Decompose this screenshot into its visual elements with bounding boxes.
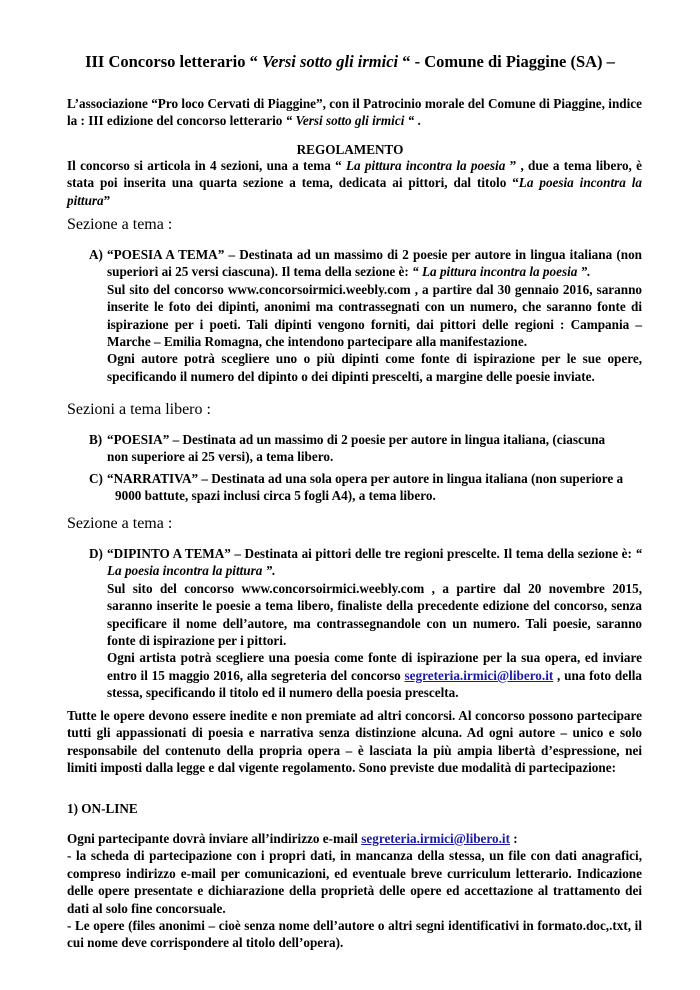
section-d-dipinto-a-tema: “DIPINTO A TEMA” – Destinata ai pittori delle tre regioni prescelte. Il tema della sezione è: “ La poesia incontra la pittura ”. Sul sito del concorso www.concorsoirmici.weebly.com , a partire dal 20 novembre 2015, saranno inserite le poesie a tema libero, finaliste della precedente edizione del concorso, senza specificare il nome dell’autore, ma contrassegnandole con un numero. Tali poesie, saranno fonte di ispirazione per i pittori. Ogni artista potrà scegliere una poesia come fonte di ispirazione per la sua opera, ed inviare entro il 15 maggio 2016, alla segreteria del concorso segreteria.irmici@libero.it , una foto della stessa, specificando il titolo ed il numero della poesia prescelta. [107,546,642,701]
item-marker-d: D) [89,546,103,561]
email-link-online[interactable]: segreteria.irmici@libero.it [361,831,510,846]
general-rules-paragraph: Tutte le opere devono essere inedite e non premiate ad altri concorsi. Al concorso possono partecipare tutti gli appassionati di poesia e narrativa senza distinzione alcuna. Ad ogni autore – unico e solo responsabile del contenuto della propria opera – è lasciata la più ampia libertà d’espressione, nei limiti imposti dalla legge e dal vigente regolamento. Sono previste due modalità di partecipazione: [67,708,642,776]
regolamento-paragraph: Il concorso si articola in 4 sezioni, una a tema “ La pittura incontra la poesia ” , due a tema libero, è stata poi inserita una quarta sezione a tema, dedicata ai pittori, dal titolo “La poesia incontra la pittura” [67,158,643,208]
document-title [0,52,700,72]
section-c-line2: 9000 battute, spazi inclusi circa 5 fogli A4), a tema libero. [115,488,436,503]
online-paragraph: Ogni partecipante dovrà inviare all’indirizzo e-mail segreteria.irmici@libero.it : - la scheda di partecipazione con i propri dati, in mancanza della stessa, un file con dati anagrafici, compreso indirizzo e-mail per comunicazioni, ed eventuale breve curriculum letterario. Indicazione delle opere presentate e dichiarazione della proprietà delle opere ed accettazione al trattamento dei dati al solo fine concorsuale. - Le opere (files anonimi – cioè senza nome dell’autore o altri segni identificativi in formato.doc,.txt, il cui nome deve corrispondere al titolo dell’opera). [67,831,642,951]
online-heading: 1) ON-LINE [67,801,138,816]
email-link-segreteria[interactable]: segreteria.irmici@libero.it [404,667,554,683]
title-italic: Versi sotto gli irmici [257,52,403,71]
section-heading-tema-2: Sezione a tema : [67,515,173,532]
item-marker-c: C) [89,471,103,486]
section-heading-tema-libero: Sezioni a tema libero : [67,401,211,418]
section-heading-tema: Sezione a tema : [67,216,173,233]
item-marker-b: B) [89,432,103,447]
item-marker-a: A) [89,247,103,262]
intro-italic: “ Versi sotto gli irmici “ [285,113,415,129]
section-a-poesia-a-tema: “POESIA A TEMA” – Destinata ad un massimo di 2 poesie per autore in lingua italiana (non superiori ai 25 versi ciascuna). Il tema della sezione è: “ La pittura incontra la poesia ”. Sul sito del concorso www.concorsoirmici.weebly.com , a partire dal 30 gennaio 2016, saranno inserite le foto dei dipinti, anonimi ma contrassegnati con un numero, che saranno fonte di ispirazione per i poeti. Tali dipinti vengono forniti, dai pittori delle regioni : Campania – Marche – Emilia Romagna, che intendono partecipare alla manifestazione. Ogni autore potrà scegliere uno o più dipinti come fonte di ispirazione per le sue opere, specificando il numero del dipinto o dei dipinti prescelti, a margine delle poesie inviate. [107,247,642,384]
regolamento-heading: REGOLAMENTO [296,142,404,157]
section-c-line1: “NARRATIVA” – Destinata ad una sola opera per autore in lingua italiana (non superiore a [107,471,624,486]
title-part-end: “ - Comune di Piaggine (SA) – [402,52,615,71]
intro-paragraph: L’associazione “Pro loco Cervati di Piaggine”, con il Patrocinio morale del Comune di Piaggine, indice la : III edizione del concorso letterario “ Versi sotto gli irmici “ . [67,96,642,129]
section-b-line1: “POESIA” – Destinata ad un massimo di 2 poesie per autore in lingua italiana, (ciascuna [107,432,606,447]
title-part: III Concorso letterario “ [85,52,258,71]
section-b-line2: non superiore ai 25 versi), a tema libero. [107,449,334,464]
